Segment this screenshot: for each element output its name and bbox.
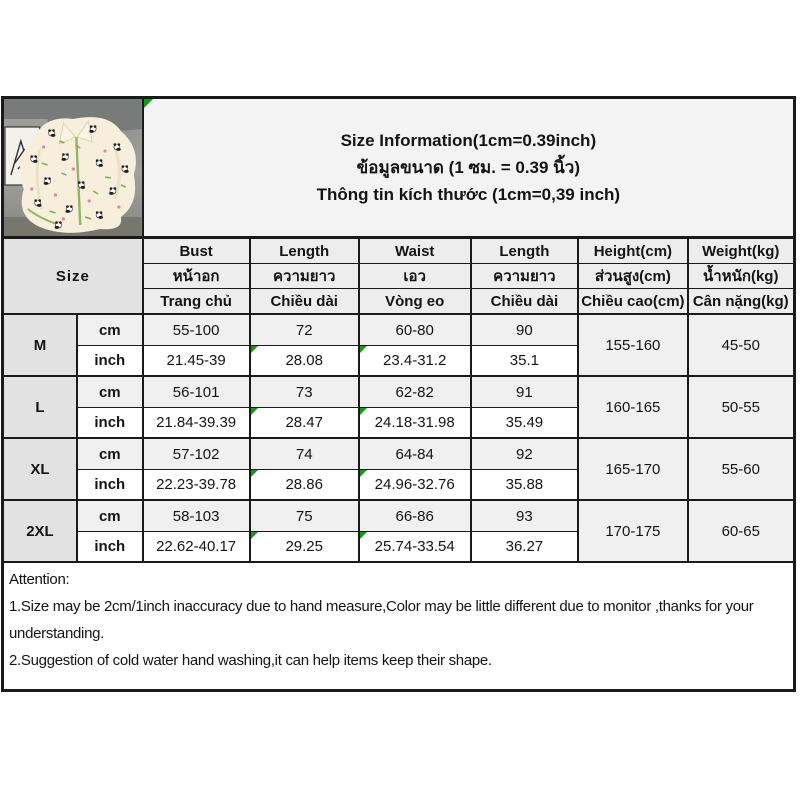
green-triangle-icon (360, 470, 367, 477)
unit-label-inch: inch (77, 346, 143, 377)
product-photo-illustration (4, 99, 142, 236)
attention-line-2: 2.Suggestion of cold water hand washing,it can help items keep their shape. (9, 652, 492, 669)
size-label-l: L (3, 376, 77, 438)
header-waist-en: Waist (359, 238, 471, 264)
table-cell: 72 (250, 314, 359, 346)
table-cell: 35.88 (471, 470, 579, 501)
header-waist-vi: Vòng eo (359, 289, 471, 315)
header-length-en: Length (250, 238, 359, 264)
table-cell: 155-160 (578, 314, 687, 376)
header-height-th: ส่วนสูง(cm) (578, 264, 687, 289)
green-triangle-icon (251, 408, 258, 415)
size-corner-label: Size (3, 238, 143, 315)
table-cell: 36.27 (471, 532, 579, 563)
green-triangle-icon (360, 346, 367, 353)
header-bust-en: Bust (143, 238, 250, 264)
size-label-2xl: 2XL (3, 500, 77, 562)
header-weight-th: น้ำหนัก(kg) (688, 264, 795, 289)
table-cell: 60-80 (359, 314, 471, 346)
table-cell: 93 (471, 500, 579, 532)
table-cell: 28.08 (250, 346, 359, 377)
unit-label-inch: inch (77, 470, 143, 501)
attention-block (3, 562, 795, 691)
table-cell: 21.45-39 (143, 346, 250, 377)
table-cell: 50-55 (688, 376, 795, 438)
table-cell: 24.96-32.76 (359, 470, 471, 501)
table-cell: 160-165 (578, 376, 687, 438)
table-cell: 60-65 (688, 500, 795, 562)
green-triangle-icon (144, 99, 153, 108)
table-cell: 62-82 (359, 376, 471, 408)
table-cell: 23.4-31.2 (359, 346, 471, 377)
table-cell: 35.49 (471, 408, 579, 439)
table-cell: 35.1 (471, 346, 579, 377)
table-cell: 56-101 (143, 376, 250, 408)
table-cell: 170-175 (578, 500, 687, 562)
title-block (143, 98, 795, 238)
size-label-m: M (3, 314, 77, 376)
table-cell: 28.47 (250, 408, 359, 439)
table-cell: 90 (471, 314, 579, 346)
table-cell: 22.62-40.17 (143, 532, 250, 563)
header-height-en: Height(cm) (578, 238, 687, 264)
unit-label-cm: cm (77, 500, 143, 532)
header-waist-th: เอว (359, 264, 471, 289)
size-label-xl: XL (3, 438, 77, 500)
table-cell: 91 (471, 376, 579, 408)
product-photo (3, 98, 143, 238)
table-cell: 29.25 (250, 532, 359, 563)
header-length-vi: Chiều dài (250, 289, 359, 315)
unit-label-cm: cm (77, 376, 143, 408)
table-cell: 25.74-33.54 (359, 532, 471, 563)
table-cell: 74 (250, 438, 359, 470)
header-length-th: ความยาว (250, 264, 359, 289)
table-cell: 57-102 (143, 438, 250, 470)
green-triangle-icon (360, 408, 367, 415)
header-length2-en: Length (471, 238, 579, 264)
table-cell: 75 (250, 500, 359, 532)
table-cell: 73 (250, 376, 359, 408)
table-cell: 28.86 (250, 470, 359, 501)
header-bust-th: หน้าอก (143, 264, 250, 289)
table-cell: 58-103 (143, 500, 250, 532)
table-cell: 64-84 (359, 438, 471, 470)
table-cell: 45-50 (688, 314, 795, 376)
table-cell: 55-100 (143, 314, 250, 346)
unit-label-cm: cm (77, 438, 143, 470)
table-cell: 24.18-31.98 (359, 408, 471, 439)
header-bust-vi: Trang chủ (143, 289, 250, 315)
unit-label-inch: inch (77, 408, 143, 439)
header-weight-vi: Cân nặng(kg) (688, 289, 795, 315)
table-cell: 22.23-39.78 (143, 470, 250, 501)
unit-label-cm: cm (77, 314, 143, 346)
attention-line-1: 1.Size may be 2cm/1inch inaccuracy due to hand measure,Color may be little different due to monitor ,thanks for your understanding. (9, 598, 754, 642)
attention-heading: Attention: (9, 571, 70, 588)
header-length2-vi: Chiều dài (471, 289, 579, 315)
table-cell: 21.84-39.39 (143, 408, 250, 439)
green-triangle-icon (251, 346, 258, 353)
title-line-en: Size Information(1cm=0.39inch) (340, 131, 597, 150)
table-cell: 66-86 (359, 500, 471, 532)
table-cell: 55-60 (688, 438, 795, 500)
unit-label-inch: inch (77, 532, 143, 563)
header-height-vi: Chiều cao(cm) (578, 289, 687, 315)
table-cell: 165-170 (578, 438, 687, 500)
title-line-th: ข้อมูลขนาด (1 ซม. = 0.39 นิ้ว) (356, 158, 580, 177)
green-triangle-icon (360, 532, 367, 539)
title-line-vi: Thông tin kích thước (1cm=0,39 inch) (316, 185, 621, 204)
green-triangle-icon (251, 532, 258, 539)
size-table (1, 96, 796, 692)
table-cell: 92 (471, 438, 579, 470)
header-length2-th: ความยาว (471, 264, 579, 289)
green-triangle-icon (251, 470, 258, 477)
header-weight-en: Weight(kg) (688, 238, 795, 264)
